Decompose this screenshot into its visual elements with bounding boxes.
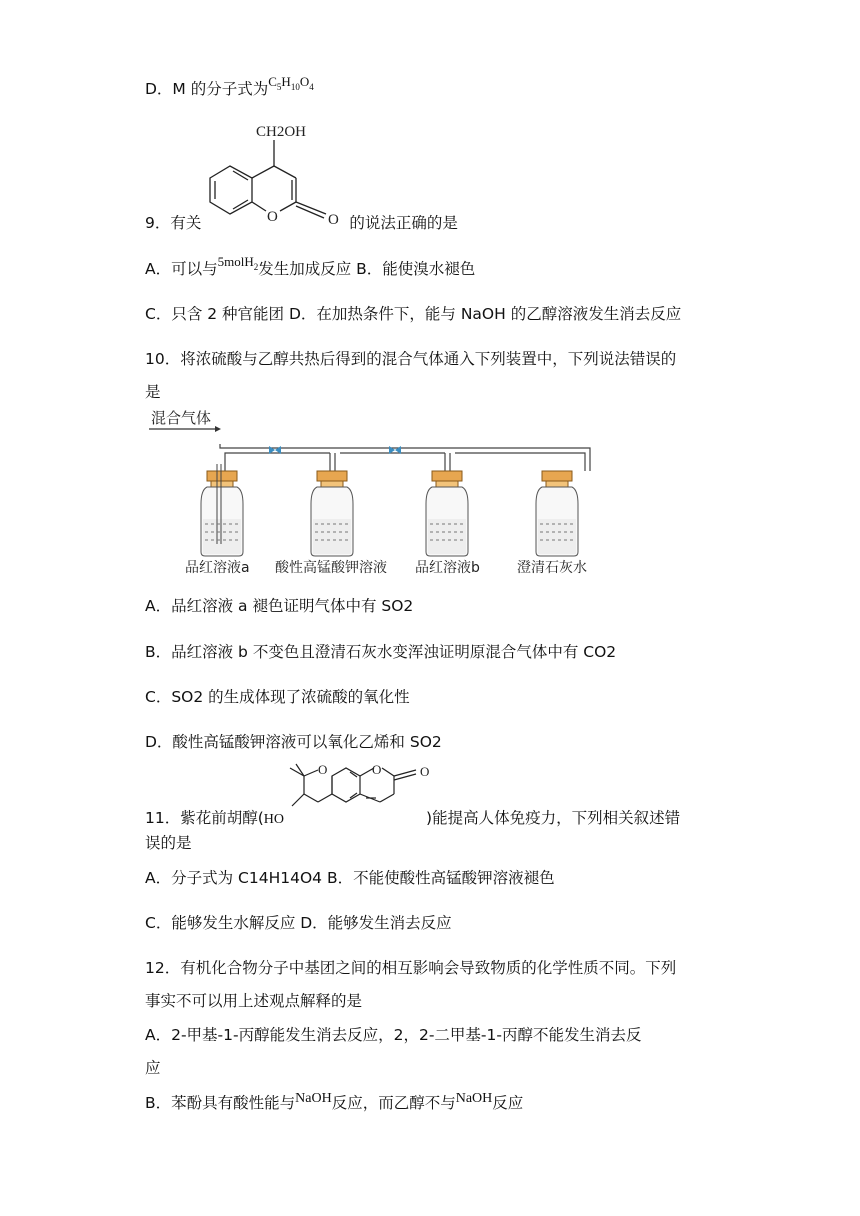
q10-stem-line2: 是 xyxy=(145,383,161,401)
q9-ring-oxygen: O xyxy=(267,209,278,225)
q10-option-d: D．酸性高锰酸钾溶液可以氧化乙烯和 SO2 xyxy=(145,733,442,751)
q8-option-d-text: D．M 的分子式为 xyxy=(145,80,269,98)
q8-option-d xyxy=(145,74,314,101)
bottle-label-d: 澄清石灰水 xyxy=(517,560,587,576)
q9-option-ab xyxy=(145,254,476,281)
benzene-ring xyxy=(210,166,252,214)
q9-option-a-suffix: 发生加成反应 B．能使溴水褪色 xyxy=(258,260,476,278)
q9-option-cd: C．只含 2 种官能团 D．在加热条件下，能与 NaOH 的乙醇溶液发生消去反应 xyxy=(145,305,682,323)
bottle-label-b: 酸性高锰酸钾溶液 xyxy=(275,560,387,576)
q11-o3: O xyxy=(420,764,430,779)
q11-option-ab: A．分子式为 C14H14O4 B．不能使酸性高锰酸钾溶液褪色 xyxy=(145,869,555,887)
q11-o2: O xyxy=(372,762,382,777)
q12-option-b xyxy=(145,1093,523,1115)
q8-formula: C5H10O4 xyxy=(268,74,314,92)
q12-naoh-1: NaOH xyxy=(295,1091,332,1106)
q12-option-a-line2: 应 xyxy=(145,1059,161,1077)
q12-option-b-mid: 反应，而乙醇不与 xyxy=(331,1094,456,1112)
q12-stem-line2: 事实不可以用上述观点解释的是 xyxy=(145,992,363,1010)
bottle-label-c: 品红溶液b xyxy=(415,560,480,576)
q12-naoh-2: NaOH xyxy=(455,1091,493,1106)
bottle-a xyxy=(201,464,243,556)
q9-option-a-formula: 5molH2 xyxy=(217,254,259,272)
bottle-label-a: 品红溶液a xyxy=(185,560,250,576)
q11-stem-line2: 误的是 xyxy=(145,834,192,852)
q10-apparatus-diagram xyxy=(145,404,615,579)
q11-o1: O xyxy=(318,762,328,777)
q10-stem-line1: 10．将浓硫酸与乙醇共热后得到的混合气体通入下列装置中，下列说法错误的 xyxy=(145,350,677,368)
q11-option-cd: C．能够发生水解反应 D．能够发生消去反应 xyxy=(145,914,452,932)
q9-ch2oh-label: CH2OH xyxy=(256,124,307,140)
q11-stem xyxy=(145,808,680,830)
bottle-d xyxy=(536,471,578,556)
q9-option-a-prefix: A．可以与 xyxy=(145,260,218,278)
q10-option-b: B．品红溶液 b 不变色且澄清石灰水变浑浊证明原混合气体中有 CO2 xyxy=(145,643,617,661)
q10-option-c: C．SO2 的生成体现了浓硫酸的氧化性 xyxy=(145,688,410,706)
q9-stem-prefix: 9．有关 xyxy=(145,214,202,232)
q12-option-b-prefix: B．苯酚具有酸性能与 xyxy=(145,1094,296,1112)
bottle-b xyxy=(311,471,353,556)
gas-label: 混合气体 xyxy=(151,409,212,427)
q9-stem xyxy=(145,213,458,233)
bottle-c xyxy=(426,471,468,556)
q11-ho-label: HO xyxy=(263,812,285,827)
q12-option-a-line1: A．2-甲基-1-丙醇能发生消去反应，2，2-二甲基-1-丙醇不能发生消去反 xyxy=(145,1026,642,1044)
q11-stem-suffix: )能提高人体免疫力，下列相关叙述错 xyxy=(426,809,681,827)
q12-stem-line1: 12．有机化合物分子中基团之间的相互影响会导致物质的化学性质不同。下列 xyxy=(145,959,677,977)
q10-option-a: A．品红溶液 a 褪色证明气体中有 SO2 xyxy=(145,597,414,615)
q12-option-b-suffix: 反应 xyxy=(492,1094,524,1112)
q9-stem-suffix: 的说法正确的是 xyxy=(349,214,458,232)
q11-stem-prefix: 11．紫花前胡醇( xyxy=(145,809,264,827)
q9-carbonyl-oxygen: O xyxy=(328,212,339,228)
